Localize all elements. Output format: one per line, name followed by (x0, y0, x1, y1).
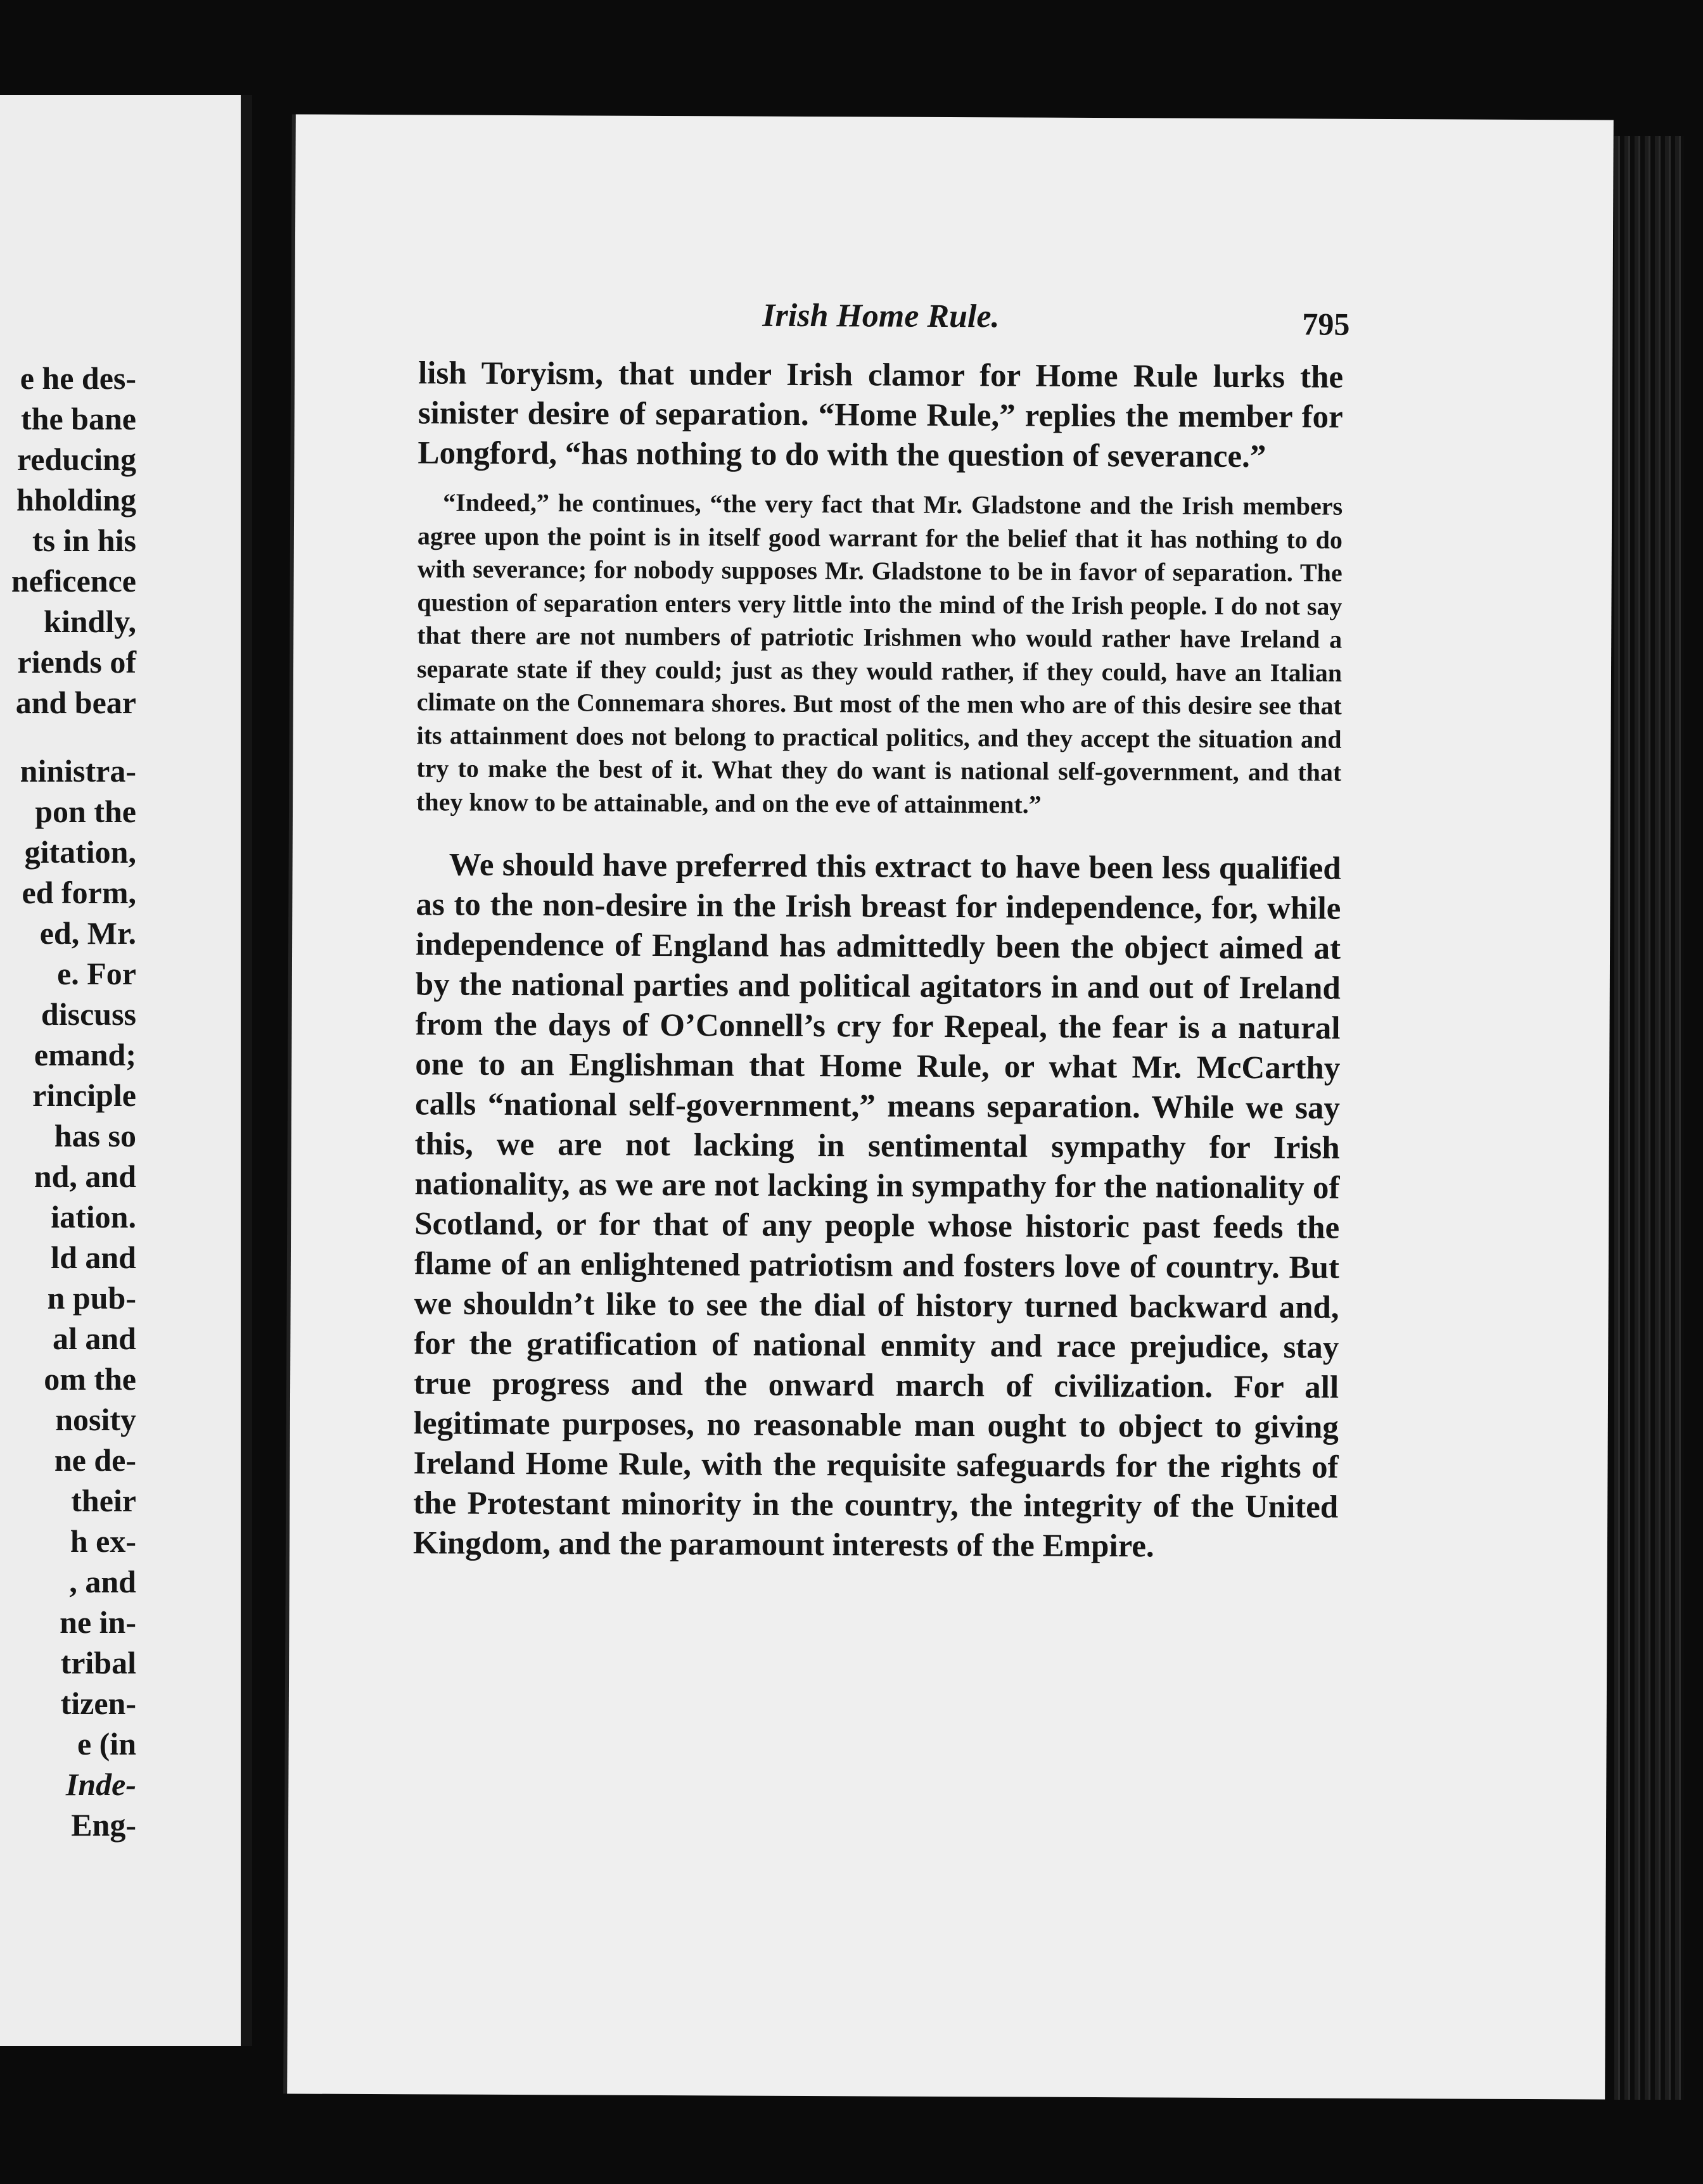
left-line: ed, Mr. (39, 915, 136, 951)
left-line: tizen- (60, 1686, 136, 1721)
book-page-edges (1614, 136, 1684, 2100)
left-line: iation. (51, 1199, 136, 1235)
left-line: ld and (51, 1240, 136, 1275)
running-head (418, 295, 1350, 357)
left-line: discuss (41, 996, 136, 1032)
left-line: rinciple (32, 1077, 136, 1113)
left-paragraph-gap (11, 723, 136, 751)
left-line: nosity (55, 1402, 136, 1437)
left-line: has so (54, 1118, 136, 1153)
left-line: ninistra- (20, 753, 136, 789)
left-line: riends of (17, 644, 136, 680)
left-line: e (in (77, 1726, 136, 1762)
left-line: neficence (11, 563, 136, 599)
left-line: n pub- (47, 1280, 136, 1316)
left-line: the bane (21, 401, 136, 436)
left-line: ts in his (32, 523, 136, 558)
running-title: Irish Home Rule. (762, 297, 1000, 335)
left-line: e. For (57, 956, 136, 991)
left-line: emand; (34, 1037, 136, 1072)
left-line: Eng- (71, 1807, 136, 1843)
left-line: , and (69, 1564, 136, 1599)
left-line: hholding (16, 482, 136, 517)
left-line: pon the (35, 794, 136, 829)
left-line: ne in- (60, 1604, 136, 1640)
block-quote: “Indeed,” he continues, “the very fact that Mr. Gladstone and the Irish members agree upon the point is in itself good warrant for the belief that it has nothing to do with severance; for nobody supposes Mr. Gladstone to be in favor of separation. The question of separation enters very little into the mind of the Irish people. I do not say that there are not numbers of patriotic Irishmen who would rather have Ireland a separate state if they could; just as they would rather, if they could, have an Italian climate on the Connemara shores. But most of the men who are of this desire see that its attainment does not belong to practical politics, and they accept the situation and try to make the best of it. What they do want is national self-government, and that they know to be attainable, and on the eve of attainment.” (416, 488, 1343, 819)
left-line: al and (52, 1321, 136, 1356)
left-line: e he des- (20, 360, 136, 396)
left-line: ed form, (22, 875, 136, 910)
paragraph-continued: lish Toryism, that under Irish clamor for Home Rule lurks the sinister desire of separation. “Home Rule,” replies the member for Longford, “has nothing to do with the question of severance.” (418, 355, 1344, 475)
left-page-text (11, 358, 136, 1845)
left-line: tribal (60, 1645, 136, 1680)
left-facing-page (0, 95, 252, 2046)
main-page (287, 114, 1614, 2099)
left-line: ne de- (54, 1442, 136, 1478)
left-line: Inde- (65, 1767, 136, 1802)
left-line: and bear (15, 685, 136, 720)
left-line: kindly, (44, 604, 136, 639)
page-number: 795 (1302, 306, 1350, 342)
left-line: h ex- (70, 1523, 136, 1559)
left-line: nd, and (34, 1159, 136, 1194)
left-line: gitation, (24, 834, 136, 870)
page-text-block (412, 295, 1350, 1567)
left-line: om the (44, 1361, 136, 1397)
paragraph: We should have preferred this extract to have been less qualified as to the non-desire in the Irish breast for independence, for, while independence of England has admittedly been the object aimed at by the national parties and political agitators in and out of Ireland from the days of O’Connell’s cry for Repeal, the fear is a natural one to an Englishman that Home Rule, or what Mr. McCarthy calls “national self-government,” means separation. While we say this, we are not lacking in sentimental sympathy for Irish nationality, as we are not lacking in sympathy for the nationality of Scotland, or for that of any people whose historic past feeds the flame of an enlightened patriotism and fosters love of country. But we shouldn’t like to see the dial of history turned backward and, for the gratification of national enmity and race prejudice, stay true progress and the onward march of civilization. For all legitimate purposes, no reasonable man ought to object to giving Ireland Home Rule, with the requisite safeguards for the rights of the Protestant minority in the country, the integrity of the United Kingdom, and the paramount interests of the Empire. (412, 847, 1341, 1565)
left-line: reducing (17, 441, 136, 477)
left-line: their (71, 1483, 136, 1518)
